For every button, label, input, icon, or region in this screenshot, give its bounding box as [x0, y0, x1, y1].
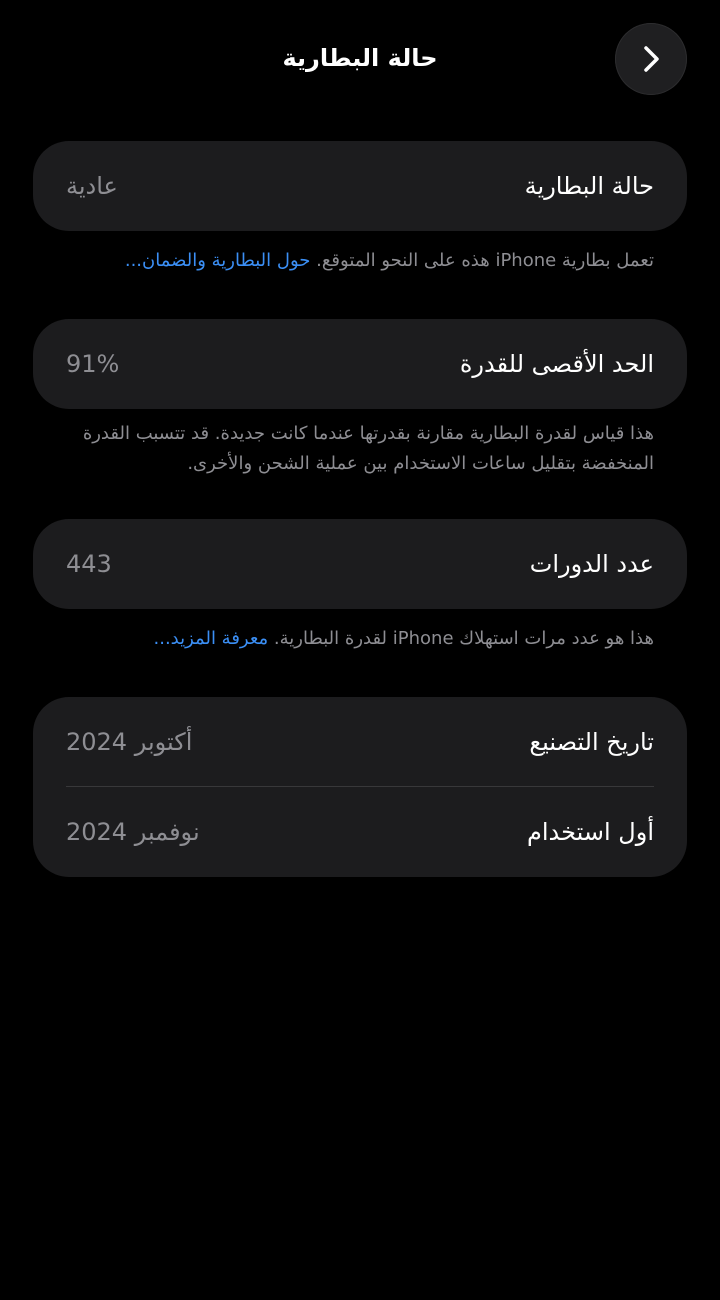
cycle-count-row — [33, 519, 687, 609]
battery-health-value: عادية — [66, 172, 118, 200]
battery-health-card[interactable] — [33, 141, 687, 231]
maximum-capacity-value: 91% — [66, 350, 120, 378]
manufacture-date-label: تاريخ التصنيع — [529, 728, 654, 756]
cycle-count-note — [66, 624, 654, 654]
cycle-count-note-text: هذا هو عدد مرات استهلاك iPhone لقدرة البطارية. — [273, 628, 654, 649]
maximum-capacity-note-text: هذا قياس لقدرة البطارية مقارنة بقدرتها عندما كانت جديدة. قد تتسبب القدرة المنخفضة بتقليل ساعات الاستخدام بين عملية الشحن والأخرى. — [82, 423, 654, 474]
maximum-capacity-row — [33, 319, 687, 409]
back-button[interactable] — [615, 23, 687, 95]
dates-card — [33, 697, 687, 877]
first-use-row — [33, 787, 687, 877]
cycle-count-value: 443 — [66, 550, 112, 578]
battery-health-row[interactable] — [33, 141, 687, 231]
battery-warranty-link[interactable]: حول البطارية والضمان... — [124, 250, 311, 271]
learn-more-link[interactable]: معرفة المزيد... — [153, 628, 269, 649]
battery-health-note — [66, 246, 654, 276]
battery-health-note-text: تعمل بطارية iPhone هذه على النحو المتوقع. — [316, 250, 654, 271]
maximum-capacity-card — [33, 319, 687, 409]
manufacture-date-row — [33, 697, 687, 787]
maximum-capacity-note — [66, 419, 654, 479]
cycle-count-label: عدد الدورات — [529, 550, 654, 578]
chevron-right-icon — [639, 44, 663, 74]
first-use-label: أول استخدام — [527, 818, 654, 846]
maximum-capacity-label: الحد الأقصى للقدرة — [459, 350, 654, 378]
cycle-count-card — [33, 519, 687, 609]
first-use-value: نوفمبر 2024 — [66, 818, 200, 846]
battery-health-label: حالة البطارية — [524, 172, 654, 200]
manufacture-date-value: أكتوبر 2024 — [66, 728, 193, 756]
nav-title: حالة البطارية — [282, 44, 438, 72]
